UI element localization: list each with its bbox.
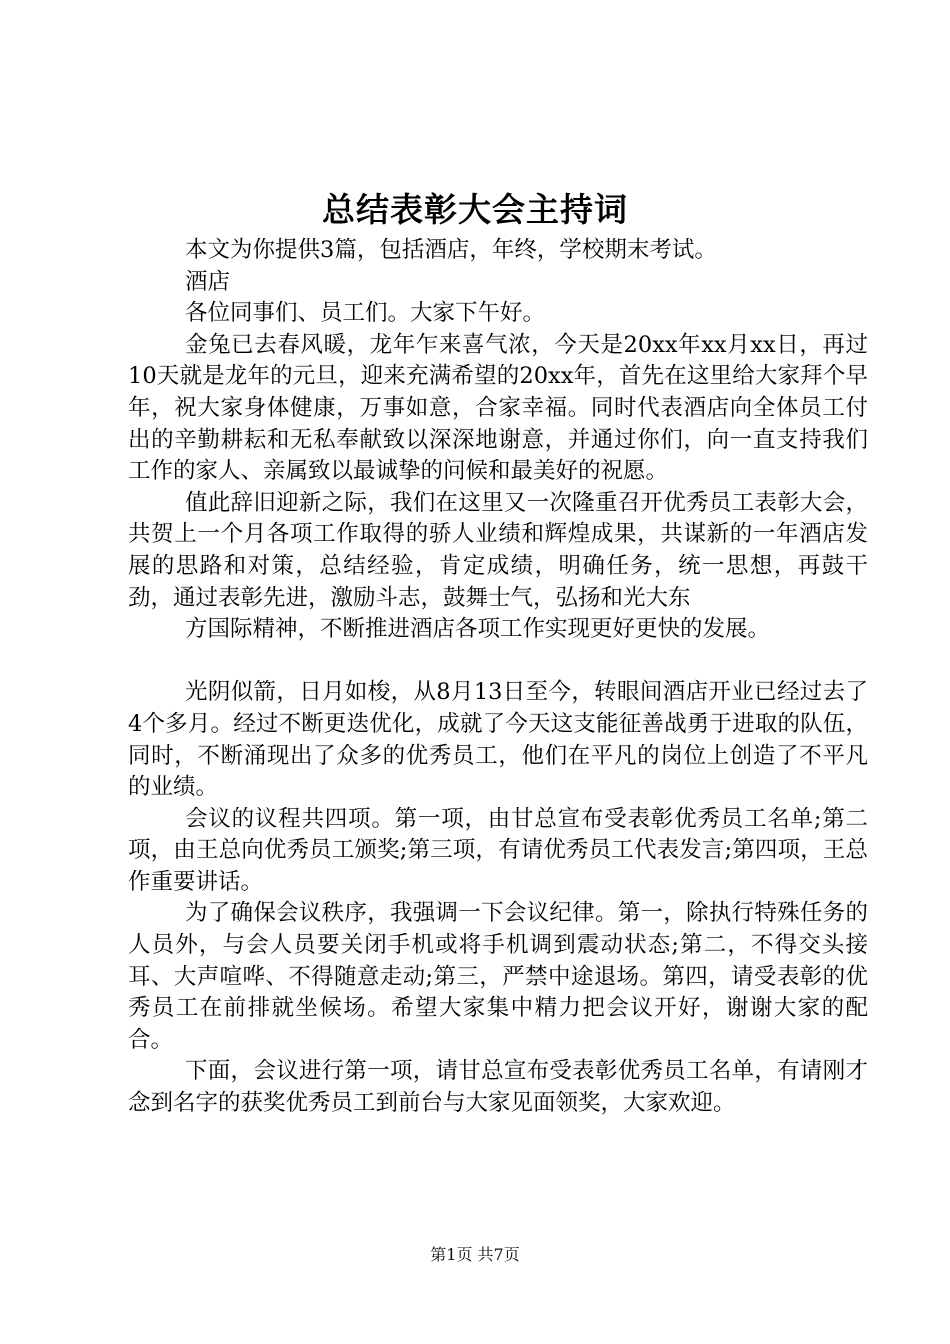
document-body — [128, 235, 868, 1120]
document-title: 总结表彰大会主持词 — [322, 190, 628, 229]
paragraph-intro: 本文为你提供3篇，包括酒店，年终，学校期末考试。 — [185, 237, 717, 263]
paragraph-spacer — [128, 646, 868, 678]
paragraph-greeting: 各位同事们、员工们。大家下午好。 — [185, 300, 546, 327]
paragraph-agenda: 会议的议程共四项。第一项，由甘总宣布受表彰优秀员工名单;第二项，由王总向优秀员工颁奖;第三项，有请优秀员工代表发言;第四项，王总作重要讲话。 — [128, 805, 868, 895]
paragraph-new-year-wishes: 金兔已去春风暖，龙年乍来喜气浓，今天是20xx年xx月xx日，再过10天就是龙年的元旦，迎来充满希望的20xx年，首先在这里给大家拜个早年，祝大家身体健康，万事如意，合家幸福。同时代表酒店向全体员工付出的辛勤耕耘和无私奉献致以深深地谢意，并通过你们，向一直支持我们工作的家人、亲属致以最诚挚的问候和最美好的祝愿。 — [128, 331, 868, 485]
paragraph-meeting-purpose: 值此辞旧迎新之际，我们在这里又一次隆重召开优秀员工表彰大会，共贺上一个月各项工作取得的骄人业绩和辉煌成果，共谋新的一年酒店发展的思路和对策，总结经验，肯定成绩，明确任务，统一思想，再鼓干劲，通过表彰先进，激励斗志，鼓舞士气，弘扬和光大东 — [128, 489, 868, 611]
page-footer: 第1页 共7页 — [430, 1245, 520, 1264]
paragraph-first-item: 下面，会议进行第一项，请甘总宣布受表彰优秀员工名单，有请刚才念到名字的获奖优秀员工到前台与大家见面领奖，大家欢迎。 — [128, 1058, 868, 1117]
paragraph-meeting-purpose-continued: 方国际精神，不断推进酒店各项工作实现更好更快的发展。 — [185, 616, 771, 643]
paragraph-meeting-rules: 为了确保会议秩序，我强调一下会议纪律。第一，除执行特殊任务的人员外，与会人员要关闭手机或将手机调到震动状态;第二，不得交头接耳、大声喧哗、不得随意走动;第三，严禁中途退场。第四，请受表彰的优秀员工在前排就坐候场。希望大家集中精力把会议开好，谢谢大家的配合。 — [128, 900, 868, 1053]
section-heading-hotel: 酒店 — [185, 268, 231, 295]
paragraph-time-passes: 光阴似箭，日月如梭，从8月13日至今，转眼间酒店开业已经过去了4个多月。经过不断更迭优化，成就了今天这支能征善战勇于进取的队伍，同时，不断涌现出了众多的优秀员工，他们在平凡的岗位上创造了不平凡的业绩。 — [128, 679, 868, 801]
